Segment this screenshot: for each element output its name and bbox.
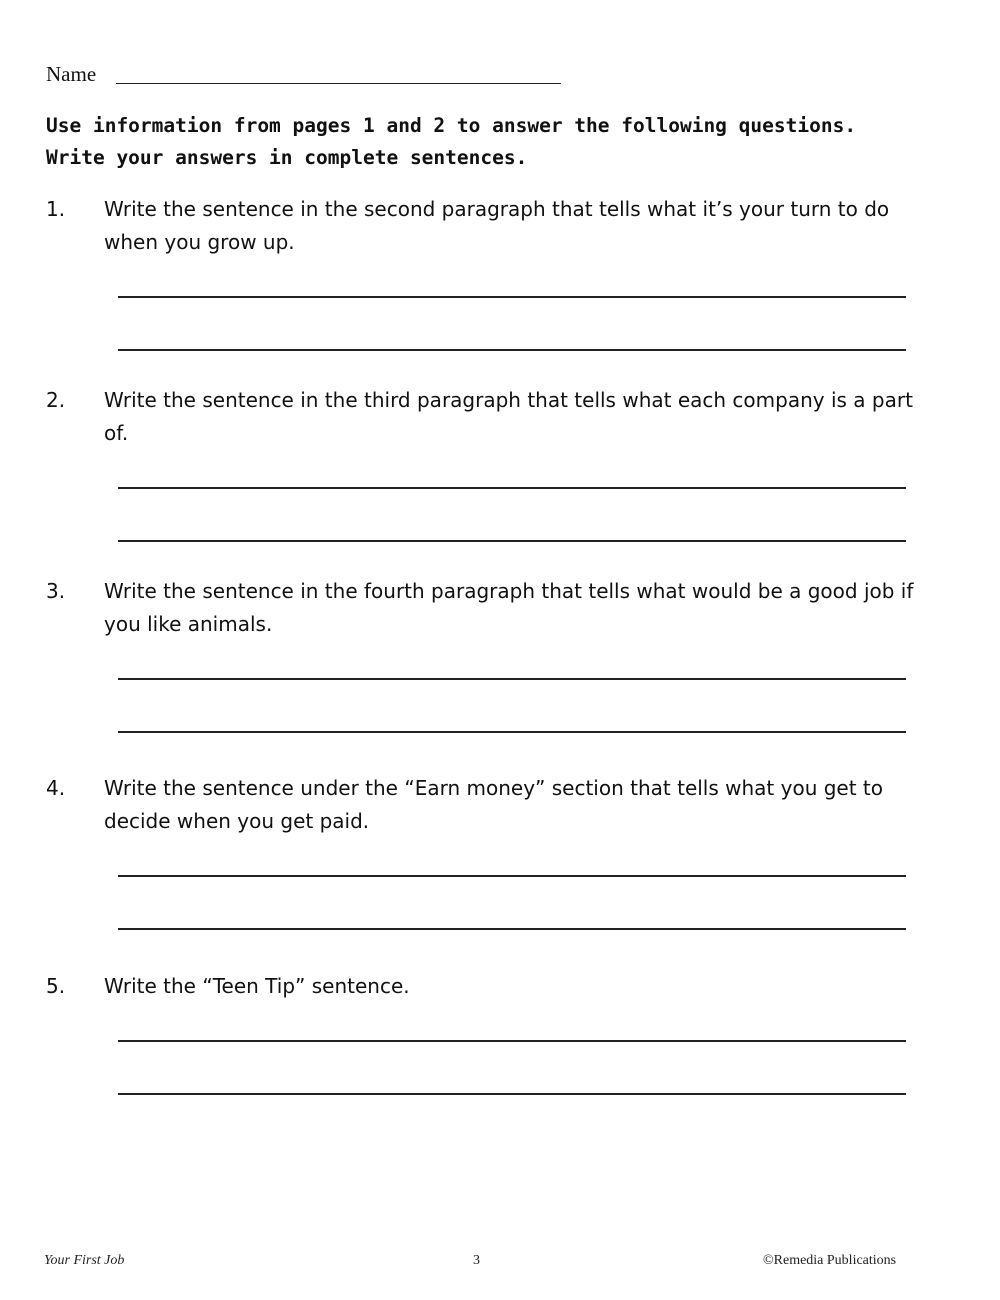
answer-line[interactable] <box>118 296 906 298</box>
question-text: Write the “Teen Tip” sentence. <box>104 974 410 998</box>
question-text: Write the sentence under the “Earn money” section that tells what you get to decide when you get paid. <box>104 776 884 833</box>
answer-line[interactable] <box>118 1040 906 1042</box>
name-line[interactable] <box>116 83 561 84</box>
name-label: Name <box>46 62 97 86</box>
answer-line[interactable] <box>118 678 906 680</box>
answer-line[interactable] <box>118 875 906 877</box>
answer-line[interactable] <box>118 1093 906 1095</box>
question-number: 5. <box>46 974 66 998</box>
answer-line[interactable] <box>118 928 906 930</box>
footer-title: Your First Job <box>44 1253 125 1268</box>
question-number: 3. <box>46 579 66 603</box>
instructions-line-1: Use information from pages 1 and 2 to answer the following questions. <box>46 114 857 137</box>
instructions-line-2: Write your answers in complete sentences. <box>46 146 528 169</box>
footer-publisher: ©Remedia Publications <box>763 1253 897 1268</box>
question-number: 1. <box>46 197 66 221</box>
answer-line[interactable] <box>118 349 906 351</box>
question-number: 2. <box>46 388 66 412</box>
question-text: Write the sentence in the third paragraph that tells what each company is a part of. <box>104 388 913 445</box>
page-number: 3 <box>473 1253 480 1268</box>
name-field[interactable] <box>46 60 566 90</box>
question-text: Write the sentence in the second paragraph that tells what it’s your turn to do when you grow up. <box>104 197 890 254</box>
answer-line[interactable] <box>118 731 906 733</box>
answer-line[interactable] <box>118 540 906 542</box>
instructions <box>46 110 946 174</box>
answer-line[interactable] <box>118 487 906 489</box>
question-text: Write the sentence in the fourth paragraph that tells what would be a good job if you like animals. <box>104 579 914 636</box>
question-number: 4. <box>46 776 66 800</box>
